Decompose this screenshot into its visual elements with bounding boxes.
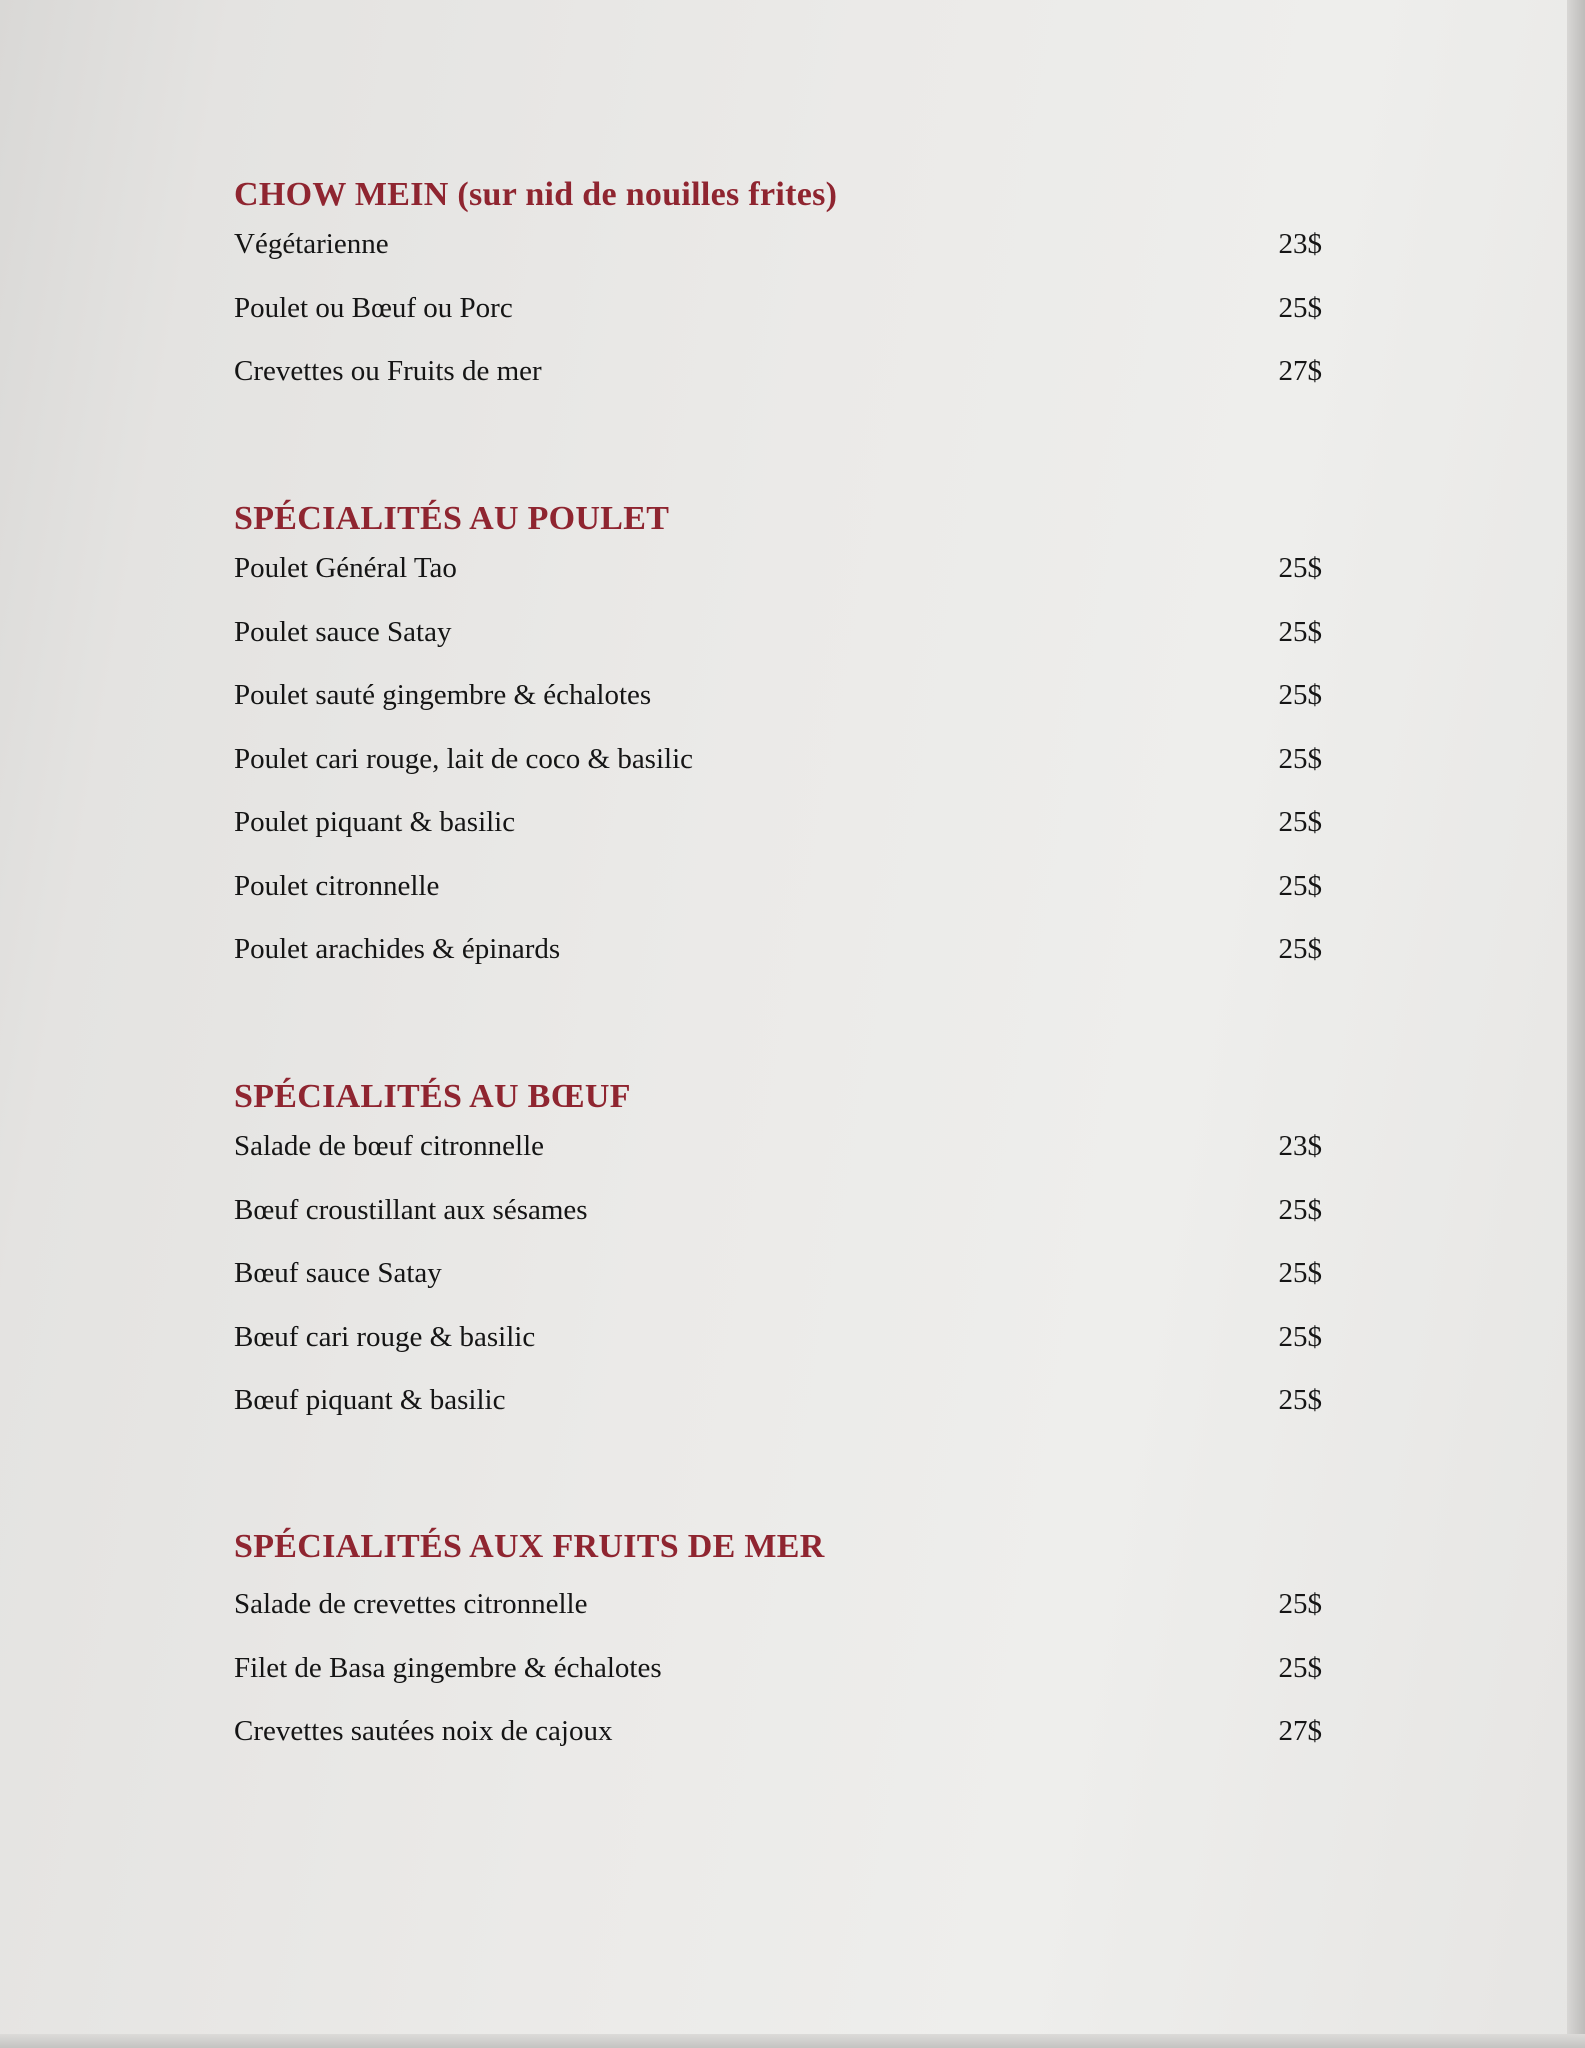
item-name: Végétarienne xyxy=(234,228,389,260)
section-title: SPÉCIALITÉS AU POULET xyxy=(234,500,670,537)
item-name: Poulet ou Bœuf ou Porc xyxy=(234,291,513,324)
menu-item xyxy=(232,870,1342,934)
menu-item xyxy=(232,743,1342,807)
item-price: 25$ xyxy=(1278,1257,1322,1289)
item-name: Poulet piquant & basilic xyxy=(234,806,516,838)
menu-item xyxy=(232,292,1342,356)
menu-item xyxy=(232,1384,1342,1448)
menu-item xyxy=(232,1588,1342,1652)
item-name: Bœuf cari rouge & basilic xyxy=(234,1320,536,1353)
item-price: 25$ xyxy=(1278,1651,1322,1684)
section-chow-mein xyxy=(232,176,1342,419)
item-price: 25$ xyxy=(1278,615,1322,648)
item-price: 23$ xyxy=(1278,1130,1322,1162)
paper-edge-bottom xyxy=(0,2034,1585,2048)
paper-edge-right xyxy=(1567,0,1585,2048)
item-price: 27$ xyxy=(1278,355,1322,387)
item-price: 25$ xyxy=(1278,552,1322,584)
item-name: Crevettes ou Fruits de mer xyxy=(234,355,542,387)
item-price: 25$ xyxy=(1278,933,1322,965)
item-price: 23$ xyxy=(1278,228,1322,260)
menu-item xyxy=(232,1321,1342,1385)
item-name: Poulet arachides & épinards xyxy=(234,933,561,965)
item-price: 25$ xyxy=(1278,291,1322,324)
item-name: Salade de crevettes citronnelle xyxy=(234,1588,588,1620)
item-price: 27$ xyxy=(1278,1715,1322,1747)
item-name: Filet de Basa gingembre & échalotes xyxy=(234,1651,662,1684)
menu-item xyxy=(232,228,1342,292)
item-price: 25$ xyxy=(1278,806,1322,838)
item-price: 25$ xyxy=(1278,1384,1322,1416)
item-name: Crevettes sautées noix de cajoux xyxy=(234,1715,613,1747)
item-name: Poulet sauce Satay xyxy=(234,615,452,648)
item-price: 25$ xyxy=(1278,1320,1322,1353)
section-poulet xyxy=(232,500,1342,997)
menu-item xyxy=(232,1194,1342,1258)
item-price: 25$ xyxy=(1278,1193,1322,1226)
item-price: 25$ xyxy=(1278,679,1322,711)
item-price: 25$ xyxy=(1278,1588,1322,1620)
item-name: Poulet citronnelle xyxy=(234,869,440,902)
menu-item xyxy=(232,616,1342,680)
section-title: SPÉCIALITÉS AUX FRUITS DE MER xyxy=(234,1528,825,1565)
item-name: Bœuf piquant & basilic xyxy=(234,1384,506,1416)
item-price: 25$ xyxy=(1278,742,1322,775)
item-name: Salade de bœuf citronnelle xyxy=(234,1130,545,1162)
menu-item xyxy=(232,1715,1342,1779)
item-price: 25$ xyxy=(1278,869,1322,902)
menu-item xyxy=(232,806,1342,870)
item-name: Poulet Général Tao xyxy=(234,552,457,584)
menu-item xyxy=(232,679,1342,743)
menu-item xyxy=(232,933,1342,997)
menu-item xyxy=(232,1130,1342,1194)
section-title: CHOW MEIN (sur nid de nouilles frites) xyxy=(234,176,838,213)
item-name: Bœuf sauce Satay xyxy=(234,1257,442,1289)
menu-item xyxy=(232,355,1342,419)
item-name: Poulet sauté gingembre & échalotes xyxy=(234,679,652,711)
menu-item xyxy=(232,1652,1342,1716)
section-title: SPÉCIALITÉS AU BŒUF xyxy=(234,1078,631,1115)
section-boeuf xyxy=(232,1078,1342,1448)
item-name: Bœuf croustillant aux sésames xyxy=(234,1193,588,1226)
menu-item xyxy=(232,1257,1342,1321)
section-fruits-de-mer xyxy=(232,1528,1342,1779)
item-name: Poulet cari rouge, lait de coco & basilic xyxy=(234,742,694,775)
menu-item xyxy=(232,552,1342,616)
